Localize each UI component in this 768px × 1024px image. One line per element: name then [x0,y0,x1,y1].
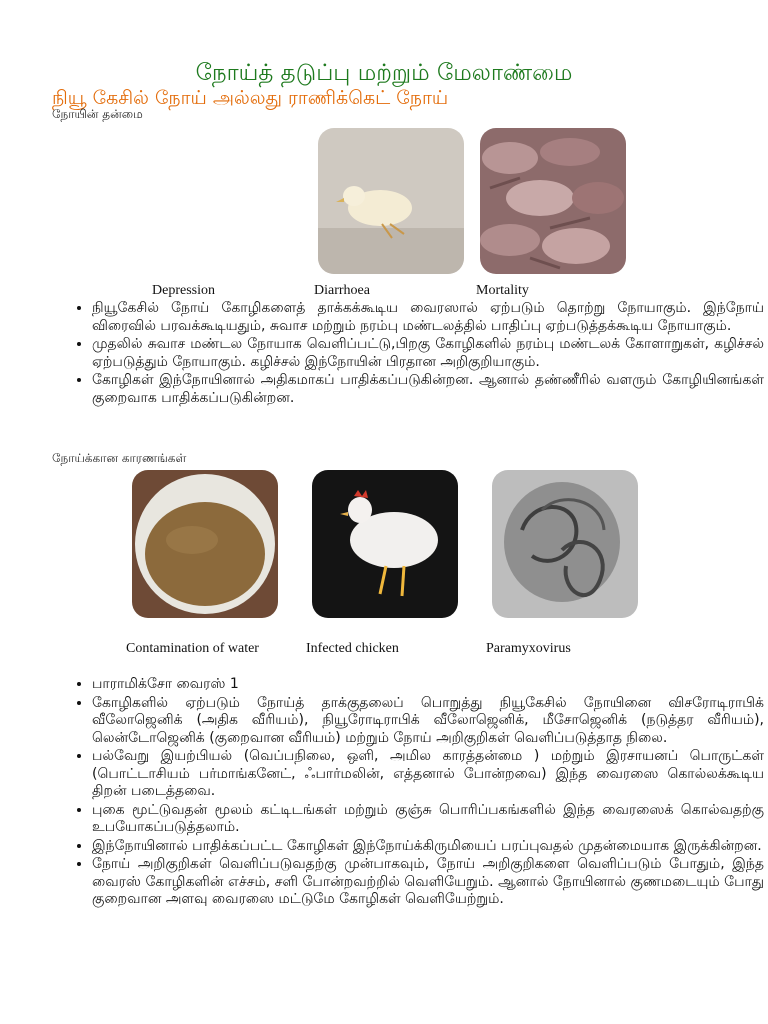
photo-infected-chicken [312,470,458,618]
list-item: • பாராமிக்சோ வைரஸ் 1 [92,676,764,694]
page-subtitle: நியூ கேசில் நோய் அல்லது ராணிக்கெட் நோய் [52,87,449,109]
caption-paramyxovirus: Paramyxovirus [486,641,571,656]
list-item: • கோழிகளில் ஏற்படும் நோய்த் தாக்குதலைப் பொறுத்து நியூகேசில் நோயினை விசரோடிராபிக் வீலோஜெனிக் (அதிக வீரியம்), நியூரோடிராபிக் வீலோஜெனிக், மீசோஜெனிக் (நடுத்தர வீரியம்), லென்டோஜெனிக் (குறைவான வீரியம்) மற்றும் நோய் அறிகுறிகள் வெளிப்படுத்தாத நிலை. [92,695,764,748]
list-item: • புகை மூட்டுவதன் மூலம் கட்டிடங்கள் மற்றும் குஞ்சு பொரிப்பகங்களில் இந்த வைரஸைக் கொல்வதற்கு உபயோகப்படுத்தலாம். [92,802,764,837]
list-item: • கோழிகள் இந்நோயினால் அதிகமாகப் பாதிக்கப்படுகின்றன. ஆனால் தண்ணீரில் வளரும் கோழியினங்கள் குறைவாக பாதிக்கப்படுகின்றன. [92,372,764,407]
section-label-nature: நோயின் தன்மை [52,107,143,121]
section-label-causes: நோய்க்கான காரணங்கள் [52,451,187,465]
list-item: • நோய் அறிகுறிகள் வெளிப்படுவதற்கு முன்பாகவும், நோய் அறிகுறிகளை வெளிப்படும் போதும், இந்த வைரஸ் கோழிகளின் எச்சம், சளி போன்றவற்றில் வெளியேறும். ஆனால் நோயினால் குணமடையும் போது குறைவான அளவு வைரஸை மட்டுமே கோழிகள் வெளியேற்றும். [92,856,764,909]
page-title: நோய்த் தடுப்பு மற்றும் மேலாண்மை [195,60,573,86]
list-item: • பல்வேறு இயற்பியல் (வெப்பநிலை, ஒளி, அமில காரத்தன்மை ) மற்றும் இரசாயனப் பொருட்கள் (பொட்டாசியம் பர்மாங்கனேட், ஃபார்மலின், எத்தனால் போன்றவை) இந்த வைரஸை கொல்லக்கூடிய திறன் படைத்தவை. [92,748,764,801]
caption-contamination: Contamination of water [126,641,259,656]
list-item: • இந்நோயினால் பாதிக்கப்பட்ட கோழிகள் இந்நோய்க்கிருமியைப் பரப்புவதல் முதன்மையாக இருக்கின்றன. [92,838,764,856]
causes-bullet-list [70,676,764,910]
nature-bullet-list [70,300,764,408]
photo-dead-birds [480,128,626,274]
caption-diarrhoea: Diarrhoea [314,283,370,298]
caption-depression: Depression [152,283,215,298]
photo-paramyxovirus [492,470,638,618]
list-item: • நியூகேசில் நோய் கோழிகளைத் தாக்கக்கூடிய வைரஸால் ஏற்படும் தொற்று நோயாகும். இந்நோய் விரைவில் பரவக்கூடியதும், சுவாச மற்றும் நரம்பு மண்டலத்தில் பாதிப்பு ஏற்படுத்தக்கூடிய நோயாகும். [92,300,764,335]
caption-mortality: Mortality [476,283,529,298]
list-item: • முதலில் சுவாச மண்டல நோயாக வெளிப்பட்டு,பிறகு கோழிகளில் நரம்பு மண்டலக் கோளாறுகள், கழிச்சல் ஏற்படுத்தும் நோயாகும். கழிச்சல் இந்நோயின் பிரதான அறிகுறியாகும். [92,336,764,371]
photo-contaminated-water [132,470,278,618]
photo-depressed-chick [318,128,464,274]
caption-infected-chicken: Infected chicken [306,641,399,656]
